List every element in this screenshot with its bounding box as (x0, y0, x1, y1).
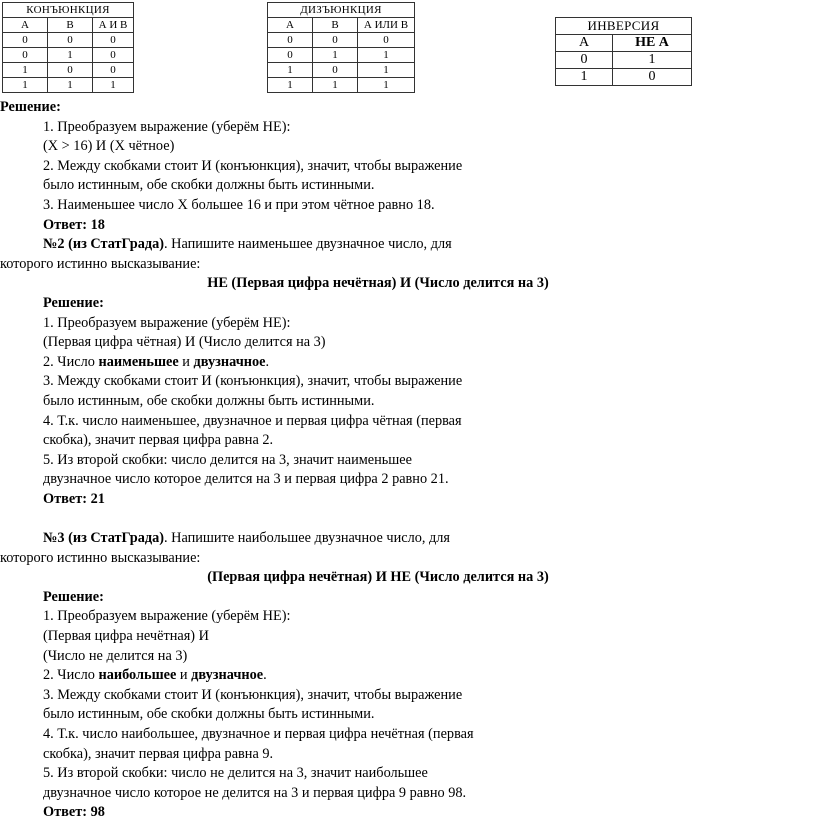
table-cell: 0 (313, 63, 358, 78)
table-cell: 1 (48, 78, 93, 93)
table-cell: 1 (358, 48, 415, 63)
text-line: двузначное число которое делится на 3 и первая цифра 2 равно 21. (43, 471, 449, 488)
answer-line: Ответ: 98 (43, 804, 105, 821)
table-cell: 1 (556, 69, 613, 86)
table-cell: 0 (48, 63, 93, 78)
table-cell: 0 (268, 33, 313, 48)
statement-line: (Первая цифра нечётная) И НЕ (Число делится на 3) (207, 569, 549, 586)
table-cell: 0 (3, 48, 48, 63)
table-cell: 0 (93, 48, 134, 63)
table-cell: 0 (268, 48, 313, 63)
table-header: А (3, 18, 48, 33)
table-cell: 0 (313, 33, 358, 48)
text-line: (X > 16) И (X чётное) (43, 138, 175, 155)
table-cell: 1 (313, 48, 358, 63)
text-line: (Первая цифра чётная) И (Число делится на 3) (43, 334, 326, 351)
text-line: 2. Число наибольшее и двузначное. (43, 667, 267, 684)
table-cell: 0 (93, 33, 134, 48)
table-cell: 0 (358, 33, 415, 48)
text-line: 1. Преобразуем выражение (уберём НЕ): (43, 608, 291, 625)
table-cell: 1 (313, 78, 358, 93)
table-cell: 0 (48, 33, 93, 48)
text-line: было истинным, обе скобки должны быть истинными. (43, 177, 375, 194)
text-line: скобка), значит первая цифра равна 2. (43, 432, 274, 449)
text-line: было истинным, обе скобки должны быть истинными. (43, 392, 375, 409)
inversion-table (555, 17, 692, 86)
text-line: двузначное число которое не делится на 3 и первая цифра 9 равно 98. (43, 784, 467, 801)
answer-line: Ответ: 21 (43, 490, 105, 507)
table-cell: 1 (3, 63, 48, 78)
table-cell: 1 (358, 63, 415, 78)
text-line: 5. Из второй скобки: число не делится на 3, значит наибольшее (43, 765, 428, 782)
table-cell: 0 (613, 69, 692, 86)
truth-tables (0, 0, 816, 100)
table-cell: 1 (93, 78, 134, 93)
table-header: А И В (93, 18, 134, 33)
table-header: НЕ А (613, 35, 692, 52)
statement-line: НЕ (Первая цифра нечётная) И (Число делится на 3) (207, 275, 549, 292)
text-line: 4. Т.к. число наименьшее, двузначное и первая цифра чётная (первая (43, 412, 462, 429)
table-cell: 0 (556, 52, 613, 69)
text-line: 5. Из второй скобки: число делится на 3, значит наименьшее (43, 451, 412, 468)
problem-heading: №3 (из СтатГрада). Напишите наибольшее двузначное число, для (43, 530, 450, 547)
text-line: было истинным, обе скобки должны быть истинными. (43, 706, 375, 723)
table-header: В (48, 18, 93, 33)
document-body (0, 98, 816, 823)
table-cell: 1 (268, 63, 313, 78)
disjunction-table (267, 2, 415, 93)
table-header: А (556, 35, 613, 52)
table-cell: 1 (358, 78, 415, 93)
table-cell: 1 (48, 48, 93, 63)
text-line: (Число не делится на 3) (43, 647, 188, 664)
answer-line: Ответ: 18 (43, 216, 105, 233)
solution-heading: Решение: (43, 294, 104, 311)
text-line: 3. Между скобками стоит И (конъюнкция), значит, чтобы выражение (43, 373, 463, 390)
table-header: А (268, 18, 313, 33)
text-line: (Первая цифра нечётная) И (43, 628, 209, 645)
text-line: 1. Преобразуем выражение (уберём НЕ): (43, 118, 291, 135)
solution-heading: Решение: (0, 99, 61, 115)
table-cell: 0 (93, 63, 134, 78)
table-cell: 1 (268, 78, 313, 93)
text-line: 1. Преобразуем выражение (уберём НЕ): (43, 314, 291, 331)
table-header: А ИЛИ В (358, 18, 415, 33)
blank-line (0, 509, 816, 529)
table-header: В (313, 18, 358, 33)
text-line: 4. Т.к. число наибольшее, двузначное и первая цифра нечётная (первая (43, 726, 474, 742)
table-cell: 1 (613, 52, 692, 69)
text-line: 3. Между скобками стоит И (конъюнкция), значит, чтобы выражение (43, 686, 463, 703)
table-cell: 1 (3, 78, 48, 93)
table-cell: 0 (3, 33, 48, 48)
text-line: 3. Наименьшее число X большее 16 и при этом чётное равно 18. (43, 196, 435, 213)
text-line: которого истинно высказывание: (0, 255, 201, 272)
text-line: скобка), значит первая цифра равна 9. (43, 745, 274, 762)
text-line: которого истинно высказывание: (0, 549, 201, 566)
table-title: ИНВЕРСИЯ (556, 18, 692, 35)
text-line: 2. Число наименьшее и двузначное. (43, 353, 270, 370)
table-title: КОНЪЮНКЦИЯ (3, 3, 134, 18)
conjunction-table (2, 2, 134, 93)
problem-heading: №2 (из СтатГрада). Напишите наименьшее двузначное число, для (43, 236, 452, 253)
solution-heading: Решение: (43, 588, 104, 605)
table-title: ДИЗЪЮНКЦИЯ (268, 3, 415, 18)
text-line: 2. Между скобками стоит И (конъюнкция), значит, чтобы выражение (43, 157, 463, 174)
